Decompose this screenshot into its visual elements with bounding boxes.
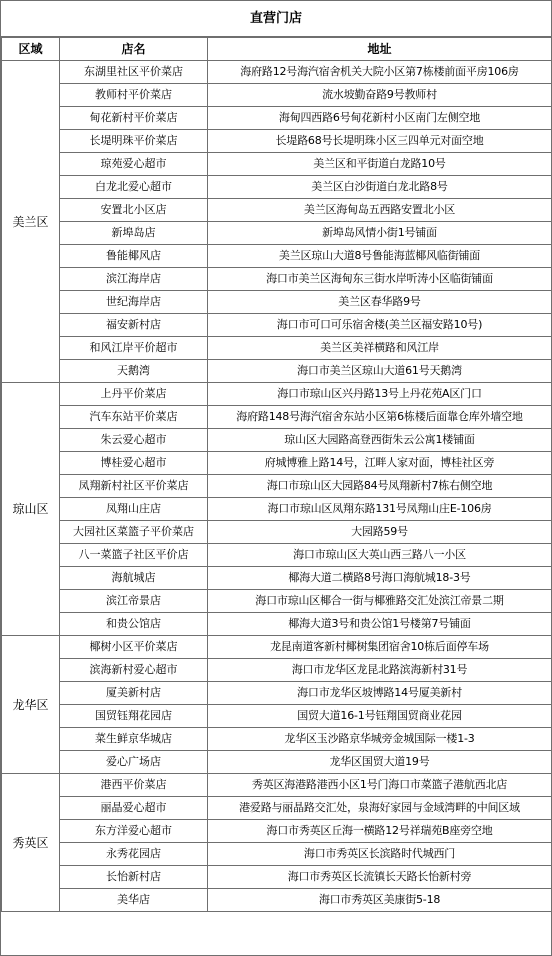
table-row — [2, 682, 552, 705]
address-cell: 海口市秀英区长流镇长天路长怡新村旁 — [208, 866, 552, 889]
table-row — [2, 199, 552, 222]
district-cell: 秀英区 — [2, 774, 60, 912]
store-name-cell: 凤翔山庄店 — [60, 498, 208, 521]
table-row — [2, 889, 552, 912]
table-row — [2, 268, 552, 291]
column-header-store-name: 店名 — [60, 38, 208, 61]
table-header-row — [2, 38, 552, 61]
address-cell: 海口市龙华区龙昆北路滨海新村31号 — [208, 659, 552, 682]
store-name-cell: 长堤明珠平价菜店 — [60, 130, 208, 153]
table-row — [2, 705, 552, 728]
store-name-cell: 甸花新村平价菜店 — [60, 107, 208, 130]
table-row — [2, 636, 552, 659]
store-name-cell: 安置北小区店 — [60, 199, 208, 222]
store-name-cell: 大园社区菜篮子平价菜店 — [60, 521, 208, 544]
table-row — [2, 751, 552, 774]
store-name-cell: 永秀花园店 — [60, 843, 208, 866]
address-cell: 海口市琼山区大英山西三路八一小区 — [208, 544, 552, 567]
table-row — [2, 61, 552, 84]
address-cell: 龙华区国贸大道19号 — [208, 751, 552, 774]
store-name-cell: 朱云爱心超市 — [60, 429, 208, 452]
table-row — [2, 245, 552, 268]
store-name-cell: 新埠岛店 — [60, 222, 208, 245]
address-cell: 美兰区海甸岛五西路安置北小区 — [208, 199, 552, 222]
table-row — [2, 314, 552, 337]
store-table — [1, 37, 552, 912]
address-cell: 海口市秀英区长滨路时代城西门 — [208, 843, 552, 866]
store-name-cell: 丽晶爱心超市 — [60, 797, 208, 820]
table-row — [2, 452, 552, 475]
table-row — [2, 291, 552, 314]
table-row — [2, 383, 552, 406]
address-cell: 海口市琼山区大园路84号凤翔新村7栋右侧空地 — [208, 475, 552, 498]
address-cell: 美兰区和平街道白龙路10号 — [208, 153, 552, 176]
table-body — [2, 61, 552, 912]
address-cell: 椰海大道3号和贵公馆1号楼第7号铺面 — [208, 613, 552, 636]
address-cell: 美兰区琼山大道8号鲁能海蓝椰风临街铺面 — [208, 245, 552, 268]
address-cell: 大园路59号 — [208, 521, 552, 544]
table-row — [2, 406, 552, 429]
address-cell: 海口市美兰区海甸东三街水岸听涛小区临街铺面 — [208, 268, 552, 291]
address-cell: 海口市秀英区美康街5-18 — [208, 889, 552, 912]
store-name-cell: 凤翔新村社区平价菜店 — [60, 475, 208, 498]
table-row — [2, 498, 552, 521]
table-row — [2, 659, 552, 682]
table-row — [2, 153, 552, 176]
store-name-cell: 滨江帝景店 — [60, 590, 208, 613]
store-name-cell: 滨江海岸店 — [60, 268, 208, 291]
address-cell: 秀英区海港路港西小区1号门海口市菜篮子港航西北店 — [208, 774, 552, 797]
store-name-cell: 东湖里社区平价菜店 — [60, 61, 208, 84]
address-cell: 海口市美兰区琼山大道61号天鹅湾 — [208, 360, 552, 383]
address-cell: 龙华区玉沙路京华城旁金城国际一楼1-3 — [208, 728, 552, 751]
store-name-cell: 博桂爱心超市 — [60, 452, 208, 475]
store-name-cell: 爱心广场店 — [60, 751, 208, 774]
address-cell: 海口市可口可乐宿舍楼(美兰区福安路10号) — [208, 314, 552, 337]
table-row — [2, 820, 552, 843]
table-row — [2, 613, 552, 636]
table-row — [2, 84, 552, 107]
store-name-cell: 菜生鲜京华城店 — [60, 728, 208, 751]
table-row — [2, 475, 552, 498]
store-name-cell: 东方洋爱心超市 — [60, 820, 208, 843]
store-name-cell: 琼苑爱心超市 — [60, 153, 208, 176]
store-name-cell: 长怡新村店 — [60, 866, 208, 889]
store-name-cell: 港西平价菜店 — [60, 774, 208, 797]
table-row — [2, 360, 552, 383]
page-title: 直营门店 — [1, 1, 551, 37]
address-cell: 海口市琼山区凤翔东路131号凤翔山庄E-106房 — [208, 498, 552, 521]
district-cell: 龙华区 — [2, 636, 60, 774]
store-name-cell: 美华店 — [60, 889, 208, 912]
address-cell: 长堤路68号长堤明珠小区三四单元对面空地 — [208, 130, 552, 153]
address-cell: 港爱路与丽晶路交汇处，泉海好家园与金域湾畔的中间区域 — [208, 797, 552, 820]
store-name-cell: 上丹平价菜店 — [60, 383, 208, 406]
table-row — [2, 107, 552, 130]
address-cell: 海口市琼山区兴丹路13号上丹花苑A区门口 — [208, 383, 552, 406]
address-cell: 海甸四西路6号甸花新村小区南门左侧空地 — [208, 107, 552, 130]
address-cell: 美兰区白沙街道白龙北路8号 — [208, 176, 552, 199]
store-name-cell: 和贵公馆店 — [60, 613, 208, 636]
table-row — [2, 797, 552, 820]
table-row — [2, 544, 552, 567]
store-name-cell: 八一菜篮子社区平价店 — [60, 544, 208, 567]
address-cell: 海府路148号海汽宿舍东站小区第6栋楼后面靠仓库外墙空地 — [208, 406, 552, 429]
table-row — [2, 728, 552, 751]
table-row — [2, 590, 552, 613]
address-cell: 流水坡勤奋路9号教师村 — [208, 84, 552, 107]
store-name-cell: 鲁能椰风店 — [60, 245, 208, 268]
store-name-cell: 天鹅湾 — [60, 360, 208, 383]
store-name-cell: 厦美新村店 — [60, 682, 208, 705]
address-cell: 美兰区美祥横路和风江岸 — [208, 337, 552, 360]
table-row — [2, 843, 552, 866]
address-cell: 美兰区春华路9号 — [208, 291, 552, 314]
store-name-cell: 国贸钰翔花园店 — [60, 705, 208, 728]
district-cell: 琼山区 — [2, 383, 60, 636]
address-cell: 椰海大道二横路8号海口海航城18-3号 — [208, 567, 552, 590]
address-cell: 海口市琼山区椰合一街与椰雅路交汇处滨江帝景二期 — [208, 590, 552, 613]
table-row — [2, 521, 552, 544]
address-cell: 海口市龙华区坡博路14号厦美新村 — [208, 682, 552, 705]
address-cell: 国贸大道16-1号钰翔国贸商业花园 — [208, 705, 552, 728]
table-row — [2, 130, 552, 153]
store-name-cell: 海航城店 — [60, 567, 208, 590]
table-row — [2, 337, 552, 360]
store-name-cell: 椰树小区平价菜店 — [60, 636, 208, 659]
table-row — [2, 866, 552, 889]
address-cell: 新埠岛风情小街1号铺面 — [208, 222, 552, 245]
store-name-cell: 世纪海岸店 — [60, 291, 208, 314]
column-header-district: 区域 — [2, 38, 60, 61]
district-cell: 美兰区 — [2, 61, 60, 383]
table-row — [2, 567, 552, 590]
address-cell: 龙昆南道客新村椰树集团宿舍10栋后面停车场 — [208, 636, 552, 659]
table-row — [2, 176, 552, 199]
table-row — [2, 429, 552, 452]
store-name-cell: 白龙北爱心超市 — [60, 176, 208, 199]
store-name-cell: 教师村平价菜店 — [60, 84, 208, 107]
store-name-cell: 滨海新村爱心超市 — [60, 659, 208, 682]
address-cell: 海口市秀英区丘海一横路12号祥瑞苑B座旁空地 — [208, 820, 552, 843]
address-cell: 府城博雅上路14号，江畔人家对面，博桂社区旁 — [208, 452, 552, 475]
column-header-address: 地址 — [208, 38, 552, 61]
store-name-cell: 福安新村店 — [60, 314, 208, 337]
address-cell: 琼山区大园路高登西街朱云公寓1楼铺面 — [208, 429, 552, 452]
address-cell: 海府路12号海汽宿舍机关大院小区第7栋楼前面平房106房 — [208, 61, 552, 84]
table-row — [2, 222, 552, 245]
store-name-cell: 汽车东站平价菜店 — [60, 406, 208, 429]
table-row — [2, 774, 552, 797]
store-name-cell: 和风江岸平价超市 — [60, 337, 208, 360]
